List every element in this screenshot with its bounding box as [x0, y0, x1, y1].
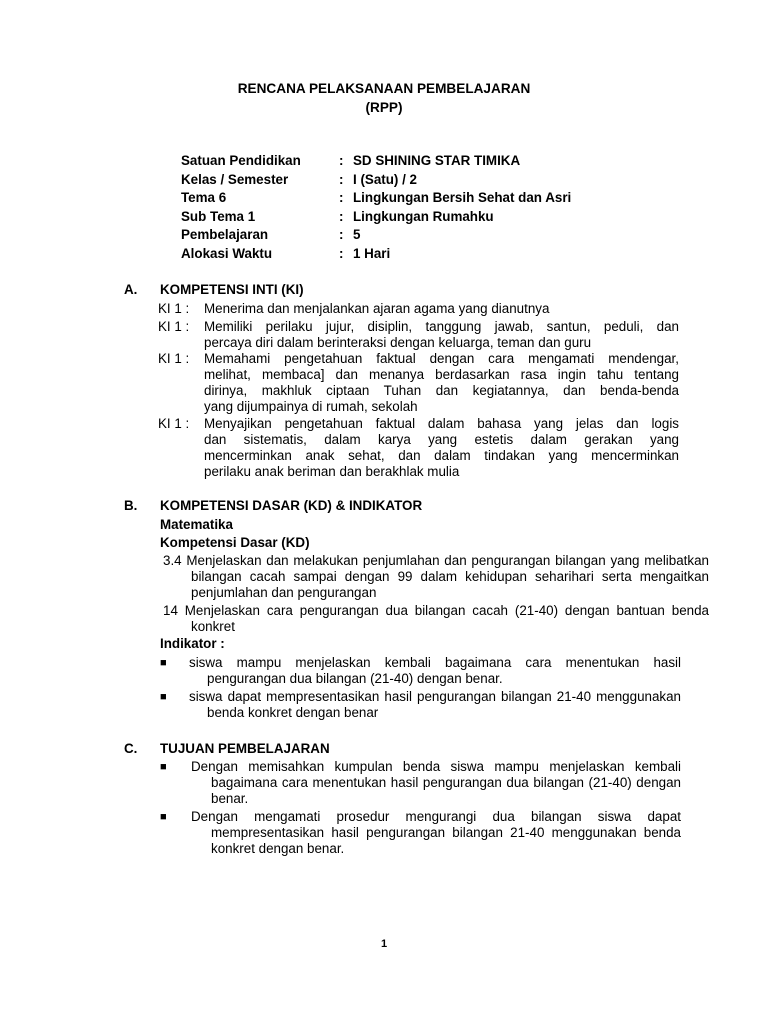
- bullet-square-icon: ■: [160, 691, 167, 703]
- identity-table: [181, 153, 571, 264]
- indicator-text: siswa dapat mempresentasikan hasil pengurangan bilangan 21-40 menggunakan benda konkret dengan benar: [189, 689, 681, 720]
- info-separator: :: [339, 190, 344, 205]
- objective-text: Dengan mengamati prosedur mengurangi dua bilangan siswa dapat mempresentasikan hasil pengurangan bilangan 21-40 menggunakan benda konkret dengan benar.: [191, 809, 681, 856]
- ki-text: [204, 351, 679, 415]
- info-value: 1 Hari: [353, 245, 391, 261]
- ki-item: [158, 351, 679, 415]
- ki-line: Memahami pengetahuan faktual dengan cara mengamati mendengar,: [204, 351, 679, 366]
- indicator-item: [160, 655, 681, 687]
- info-separator: :: [339, 227, 344, 242]
- kd-item: 3.4 Menjelaskan dan melakukan penjumlahan dan pengurangan bilangan yang melibatkan bilangan cacah sampai dengan 99 dalam kehidupan seharihari serta mengaitkan penjumlahan dan pengurangan: [163, 553, 709, 600]
- info-separator: :: [339, 153, 344, 168]
- indicator-item: [160, 689, 681, 721]
- kd-item: 14 Menjelaskan cara pengurangan dua bilangan cacah (21-40) dengan bantuan benda konkret: [163, 603, 709, 634]
- ki-line: dirinya, makhluk ciptaan Tuhan dan kegiatannya, dan benda-benda: [204, 383, 679, 398]
- subject-heading: Matematika: [160, 517, 233, 532]
- ki-item: [158, 416, 679, 480]
- objective-item: [160, 759, 681, 807]
- ki-item: [158, 319, 679, 351]
- ki-line: mencerminkan anak sehat, dan dalam tindakan yang mencerminkan: [204, 448, 679, 463]
- ki-label: KI 1 :: [158, 301, 190, 316]
- section-c-heading: [124, 741, 330, 757]
- document-title: RENCANA PELAKSANAAN PEMBELAJARAN: [237, 81, 531, 96]
- info-separator: :: [339, 208, 344, 224]
- section-letter: B.: [124, 498, 138, 513]
- info-row: [181, 246, 571, 265]
- info-value: 5: [353, 227, 361, 242]
- ki-label: KI 1 :: [158, 416, 190, 431]
- info-value: SD SHINING STAR TIMIKA: [353, 153, 521, 168]
- ki-line: Menerima dan menjalankan ajaran agama yang dianutnya: [204, 301, 550, 316]
- ki-line: percaya diri dalam berinteraksi dengan keluarga, teman dan guru: [204, 335, 592, 350]
- ki-label: KI 1 :: [158, 351, 190, 366]
- ki-text: [204, 301, 679, 317]
- objective-text: Dengan memisahkan kumpulan benda siswa mampu menjelaskan kembali bagaimana cara menentukan hasil pengurangan dua bilangan (21-40) dengan benar.: [191, 759, 681, 806]
- info-label: Pembelajaran: [181, 227, 269, 242]
- document-subtitle: (RPP): [365, 100, 403, 115]
- info-label: Tema 6: [181, 190, 227, 205]
- objective-item: [160, 809, 681, 857]
- info-value: Lingkungan Bersih Sehat dan Asri: [353, 190, 572, 205]
- info-separator: :: [339, 245, 344, 261]
- info-row: [181, 153, 571, 172]
- ki-line: Memiliki perilaku jujur, disiplin, tanggung jawab, santun, peduli, dan: [204, 319, 679, 334]
- section-b-heading: [124, 498, 422, 514]
- info-label: Kelas / Semester: [181, 171, 289, 187]
- page-number: 1: [380, 938, 388, 950]
- info-value: Lingkungan Rumahku: [353, 208, 494, 224]
- section-letter: A.: [124, 282, 138, 297]
- ki-line: melihat, membaca] dan menanya berdasarkan rasa ingin tahu tentang: [204, 367, 679, 382]
- ki-line: perilaku anak beriman dan berakhlak mulia: [204, 464, 460, 479]
- bullet-square-icon: ■: [160, 761, 167, 773]
- info-label: Satuan Pendidikan: [181, 153, 301, 168]
- ki-line: yang dijumpainya di rumah, sekolah: [204, 399, 418, 414]
- bullet-square-icon: ■: [160, 811, 167, 823]
- info-label: Sub Tema 1: [181, 208, 256, 224]
- indicator-text: siswa mampu menjelaskan kembali bagaimana cara menentukan hasil pengurangan dua bilangan (21-40) dengan benar.: [189, 655, 681, 686]
- section-a-heading: [124, 282, 304, 298]
- ki-line: dan sistematis, dalam karya yang estetis dalam gerakan yang: [204, 432, 679, 447]
- ki-text: [204, 416, 679, 480]
- info-separator: :: [339, 171, 344, 187]
- info-value: I (Satu) / 2: [353, 171, 417, 187]
- ki-line: Menyajikan pengetahuan faktual dalam bahasa yang jelas dan logis: [204, 416, 679, 431]
- info-row: [181, 209, 571, 228]
- indicator-heading: Indikator :: [160, 636, 225, 651]
- bullet-square-icon: ■: [160, 657, 167, 669]
- ki-item: [158, 301, 679, 317]
- info-label: Alokasi Waktu: [181, 245, 273, 261]
- kd-heading: Kompetensi Dasar (KD): [160, 535, 310, 550]
- info-row: [181, 227, 571, 246]
- section-title: KOMPETENSI INTI (KI): [160, 282, 304, 297]
- ki-text: [204, 319, 679, 351]
- ki-label: KI 1 :: [158, 319, 190, 334]
- section-title: TUJUAN PEMBELAJARAN: [160, 741, 330, 756]
- info-row: [181, 190, 571, 209]
- section-letter: C.: [124, 741, 138, 756]
- section-title: KOMPETENSI DASAR (KD) & INDIKATOR: [160, 498, 423, 513]
- info-row: [181, 172, 571, 191]
